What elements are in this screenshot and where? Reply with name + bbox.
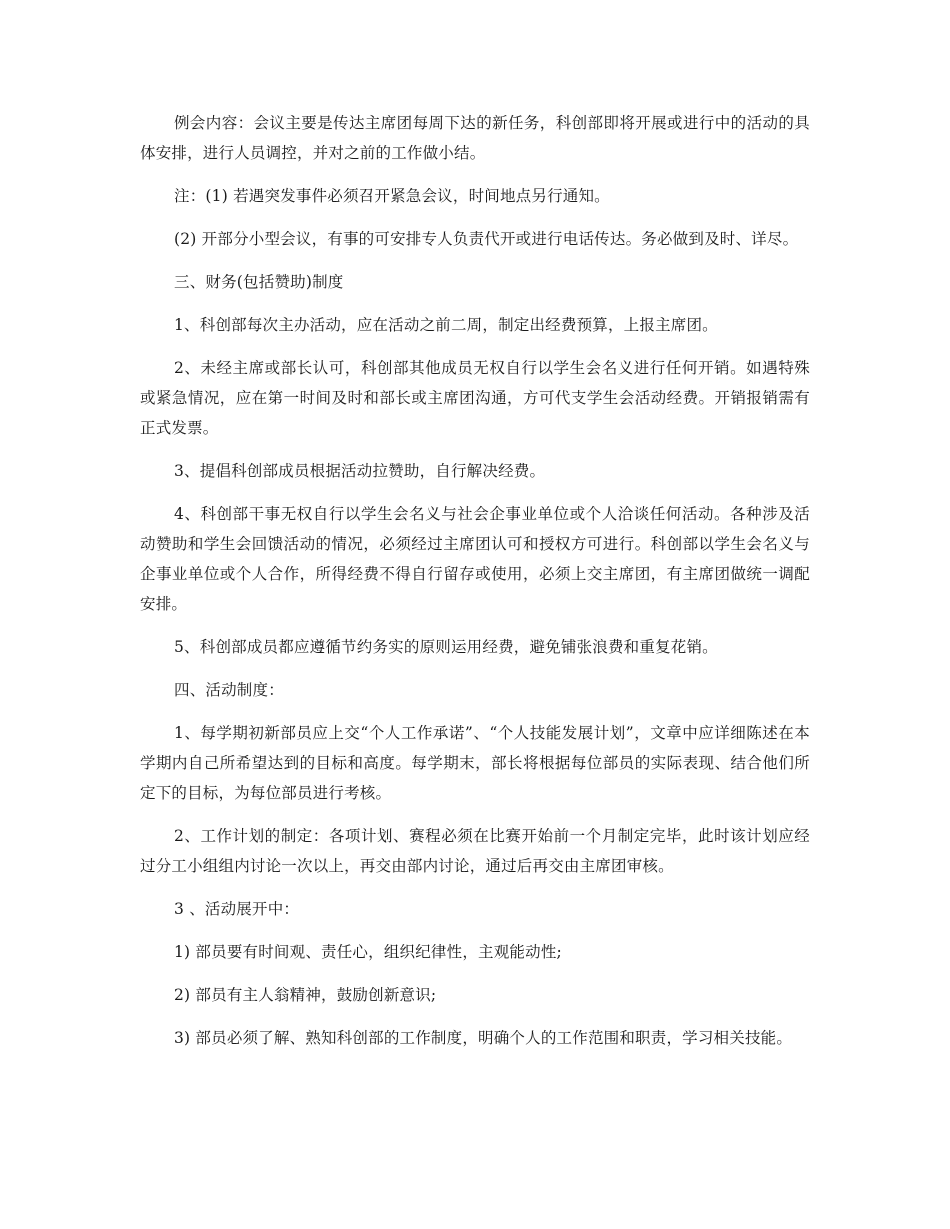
finance-section-heading: 三、财务(包括赞助)制度 [174, 273, 344, 291]
activity-item-3-heading: 3 、活动展开中： [174, 900, 300, 918]
finance-item-5: 5、科创部成员都应遵循节约务实的原则运用经费，避免铺张浪费和重复花销。 [174, 638, 718, 656]
finance-item-4: 4、科创部干事无权自行以学生会名义与社会企事业单位或个人洽谈任何活动。各种涉及活动赞助和学生会回馈活动的情况，必须经过主席团认可和授权方可进行。科创部以学生会名义与企事业单位或个人合作，所得经费不得自行留存或使用，必须上交主席团，有主席团做统一调配安排。 [140, 505, 810, 613]
document-page [140, 108, 810, 1066]
activity-subitem-2: 2) 部员有主人翁精神，鼓励创新意识; [174, 986, 437, 1004]
activity-subitem-1: 1) 部员要有时间观、责任心，组织纪律性，主观能动性; [174, 943, 562, 961]
activity-item-1: 1、每学期初新部员应上交“个人工作承诺”、“个人技能发展计划”，文章中应详细陈述在本学期内自己所希望达到的目标和高度。每学期末，部长将根据每位部员的实际表现、结合他们所定下的目标，为每位部员进行考核。 [140, 724, 810, 802]
activity-item-2: 2、工作计划的制定：各项计划、赛程必须在比赛开始前一个月制定完毕，此时该计划应经过分工小组组内讨论一次以上，再交由部内讨论，通过后再交由主席团审核。 [140, 827, 810, 875]
note-1-paragraph: 注：(1) 若遇突发事件必须召开紧急会议，时间地点另行通知。 [174, 187, 610, 205]
finance-item-3: 3、提倡科创部成员根据活动拉赞助，自行解决经费。 [174, 462, 546, 480]
finance-item-2: 2、未经主席或部长认可，科创部其他成员无权自行以学生会名义进行任何开销。如遇特殊或紧急情况，应在第一时间及时和部长或主席团沟通，方可代支学生会活动经费。开销报销需有正式发票。 [140, 359, 810, 437]
finance-item-1: 1、科创部每次主办活动，应在活动之前二周，制定出经费预算，上报主席团。 [174, 316, 718, 334]
activity-section-heading: 四、活动制度： [174, 681, 284, 699]
note-2-paragraph: (2) 开部分小型会议，有事的可安排专人负责代开或进行电话传达。务必做到及时、详尽。 [174, 230, 799, 248]
activity-subitem-3: 3) 部员必须了解、熟知科创部的工作制度，明确个人的工作范围和职责，学习相关技能。 [174, 1029, 793, 1047]
meeting-content-paragraph: 例会内容：会议主要是传达主席团每周下达的新任务，科创部即将开展或进行中的活动的具体安排，进行人员调控，并对之前的工作做小结。 [140, 114, 810, 162]
